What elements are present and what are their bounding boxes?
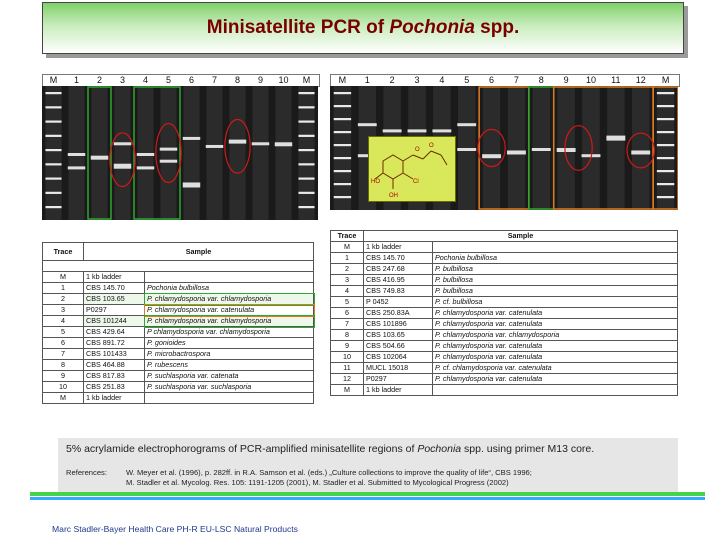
gel-lane [206, 86, 222, 220]
gel-lane [657, 86, 674, 210]
dna-band [114, 164, 131, 169]
table-row [43, 349, 314, 360]
lane-label: 6 [188, 75, 194, 85]
trace-cell: 8 [331, 330, 364, 341]
strain-cell: CBS 504.66 [364, 341, 433, 352]
strain-cell: CBS 817.83 [84, 371, 145, 382]
ladder-band [657, 183, 674, 185]
dna-band [183, 137, 200, 140]
trace-cell: 6 [43, 338, 84, 349]
table-row [331, 264, 678, 275]
table-row [331, 286, 678, 297]
ladder-band [657, 92, 674, 94]
dna-band [160, 148, 177, 151]
ladder-band [298, 178, 314, 180]
dna-band [114, 142, 131, 145]
figure-caption: 5% acrylamide electrophorograms of PCR-amplified minisatellite regions of Pochonia spp. using primer M13 core. [66, 443, 595, 455]
dna-band [252, 142, 269, 145]
species-cell: P. suchlasporia var. catenata [145, 371, 314, 382]
ladder-band [657, 118, 674, 120]
table-row [331, 374, 678, 385]
strain-cell: CBS 429.64 [84, 327, 145, 338]
sample-table-right [330, 230, 678, 396]
species-cell: P. chlamydosporia var. chlamydosporia [145, 294, 314, 305]
table-row [43, 283, 314, 294]
species-cell: P. chlamydosporia var. catenulata [433, 341, 678, 352]
table-row [331, 363, 678, 374]
table-row [331, 352, 678, 363]
species-cell: P chlamydosporia var. chlamydosporia [145, 327, 314, 338]
trace-cell: M [331, 242, 364, 253]
species-cell: P. microbactrospora [145, 349, 314, 360]
table-row [43, 327, 314, 338]
dna-band [160, 160, 177, 163]
lane-label: 9 [563, 75, 569, 85]
table-row [43, 316, 314, 327]
trace-cell: 3 [43, 305, 84, 316]
table-row [331, 242, 678, 253]
ladder-band [298, 121, 314, 123]
species-cell: P. chlamydosporia var. catenulata [433, 374, 678, 385]
strain-cell: CBS 145.70 [364, 253, 433, 264]
dna-band [137, 153, 154, 156]
table-row [43, 371, 314, 382]
ladder-band [334, 92, 351, 94]
strain-cell: 1 kb ladder [84, 393, 145, 404]
species-cell: P. chlamydosporia var. chlamydosporia [145, 316, 314, 327]
table-row [43, 393, 314, 404]
table-row [331, 297, 678, 308]
strain-cell: 1 kb ladder [84, 272, 145, 283]
caption-box [58, 438, 678, 492]
species-cell: P. cf. chlamydosporia var. catenulata [433, 363, 678, 374]
strain-cell: CBS 103.65 [84, 294, 145, 305]
lane-label: 2 [389, 75, 395, 85]
ladder-band [657, 105, 674, 107]
lane-label: 3 [414, 75, 420, 85]
svg-text:O: O [415, 147, 420, 153]
lane-label: 2 [96, 75, 102, 85]
lane-label: 8 [538, 75, 544, 85]
table-row [331, 330, 678, 341]
species-cell [145, 393, 314, 404]
gel-right-lane-labels [330, 75, 678, 85]
dna-band [457, 123, 476, 126]
svg-text:O: O [429, 143, 434, 149]
dna-band [206, 145, 223, 148]
gel-lane [582, 86, 599, 210]
species-cell: P. chlamydosporia var. catenulata [433, 352, 678, 363]
ladder-band [298, 192, 314, 194]
strain-cell: CBS 464.88 [84, 360, 145, 371]
trace-cell: 1 [43, 283, 84, 294]
strain-cell: CBS 101433 [84, 349, 145, 360]
trace-cell: 12 [331, 374, 364, 385]
table-row [331, 319, 678, 330]
ladder-band [334, 170, 351, 172]
svg-text:HO: HO [371, 179, 380, 185]
lane-label: M [661, 75, 670, 85]
ladder-band [45, 206, 61, 208]
species-cell: P. bulbillosa [433, 275, 678, 286]
strain-cell: P0297 [364, 374, 433, 385]
dna-band [229, 140, 246, 144]
ladder-band [657, 170, 674, 172]
strain-cell: P0297 [84, 305, 145, 316]
table-row [43, 294, 314, 305]
sample-header: Sample [364, 231, 678, 242]
dna-band [68, 166, 85, 169]
ladder-band [334, 131, 351, 133]
ladder-band [657, 144, 674, 146]
ladder-band [334, 183, 351, 185]
lane-label: 10 [278, 75, 289, 85]
dna-band [408, 129, 427, 132]
ladder-band [45, 163, 61, 165]
trace-cell: 10 [331, 352, 364, 363]
svg-text:Cl: Cl [413, 179, 419, 185]
chemical-structure-image [368, 136, 456, 202]
gel-lane [508, 86, 525, 210]
ladder-band [298, 106, 314, 108]
gel-lane [114, 86, 130, 220]
trace-cell: M [331, 385, 364, 396]
strain-cell: CBS 247.68 [364, 264, 433, 275]
dna-band [68, 153, 85, 156]
table-row [43, 305, 314, 316]
strain-cell: MUCL 15018 [364, 363, 433, 374]
trace-header: Trace [331, 231, 364, 242]
table-row [43, 338, 314, 349]
strain-cell: CBS 101244 [84, 316, 145, 327]
species-cell: P. gonioides [145, 338, 314, 349]
trace-cell: 7 [331, 319, 364, 330]
lane-label: 3 [119, 75, 125, 85]
dna-band [383, 129, 402, 132]
species-cell: P. chlamydosporia var. chlamydosporia [433, 330, 678, 341]
species-cell: Pochonia bulbillosa [433, 253, 678, 264]
trace-header: Trace [43, 243, 84, 261]
trace-cell: 7 [43, 349, 84, 360]
gel-lane [45, 86, 61, 220]
strain-cell: CBS 145.70 [84, 283, 145, 294]
gel-lane [275, 86, 291, 220]
green-rule [30, 492, 705, 496]
trace-cell: 2 [331, 264, 364, 275]
ladder-band [298, 149, 314, 151]
table-row [43, 382, 314, 393]
lane-label: 11 [611, 75, 621, 85]
trace-cell: 5 [331, 297, 364, 308]
dna-band [358, 123, 377, 126]
dna-band [532, 148, 551, 151]
lane-label: 7 [211, 75, 217, 85]
ladder-band [45, 121, 61, 123]
species-cell: P. bulbillosa [433, 286, 678, 297]
table-row [331, 253, 678, 264]
gel-left-image [42, 86, 318, 220]
trace-cell: 5 [43, 327, 84, 338]
species-cell: P. chlamydosporia var. catenulata [145, 305, 314, 316]
dna-band [91, 156, 108, 160]
title-banner [42, 2, 684, 54]
dna-band [457, 148, 476, 151]
species-cell [145, 272, 314, 283]
strain-cell: CBS 251.83 [84, 382, 145, 393]
ladder-band [334, 105, 351, 107]
ladder-band [45, 192, 61, 194]
gel-lane [298, 86, 314, 220]
species-cell: P. chlamydosporia var. catenulata [433, 308, 678, 319]
ladder-band [45, 106, 61, 108]
ladder-band [298, 206, 314, 208]
table-row [43, 360, 314, 371]
lane-label: 1 [73, 75, 79, 85]
trace-cell: 8 [43, 360, 84, 371]
ladder-band [334, 118, 351, 120]
lane-label: 4 [439, 75, 445, 85]
species-cell [433, 385, 678, 396]
lane-label: 12 [635, 75, 646, 85]
ladder-band [334, 144, 351, 146]
dna-band [137, 166, 154, 169]
gel-lane [632, 86, 649, 210]
strain-cell: P 0452 [364, 297, 433, 308]
strain-cell: CBS 250.83A [364, 308, 433, 319]
blue-rule [30, 497, 705, 500]
trace-cell: 2 [43, 294, 84, 305]
ladder-band [298, 163, 314, 165]
table-row [331, 385, 678, 396]
ladder-band [334, 196, 351, 198]
strain-cell: 1 kb ladder [364, 385, 433, 396]
species-cell: P. cf. bulbillosa [433, 297, 678, 308]
slide-title: Minisatellite PCR of Pochonia spp. [206, 17, 520, 38]
species-cell [433, 242, 678, 253]
dna-band [631, 150, 650, 154]
table-row [331, 308, 678, 319]
dna-band [482, 154, 501, 158]
dna-band [507, 150, 526, 154]
dna-band [183, 182, 200, 187]
dna-band [606, 136, 625, 141]
ladder-band [334, 157, 351, 159]
trace-cell: 1 [331, 253, 364, 264]
sample-header: Sample [84, 243, 314, 261]
species-cell: P. suchlasporia var. suchlasporia [145, 382, 314, 393]
gel-lane [334, 86, 351, 210]
gel-lane [183, 86, 199, 220]
ladder-band [45, 135, 61, 137]
strain-cell: CBS 101896 [364, 319, 433, 330]
gel-lane [160, 86, 176, 220]
trace-cell: M [43, 393, 84, 404]
lane-label: M [338, 75, 347, 85]
strain-cell: 1 kb ladder [364, 242, 433, 253]
gel-lane [483, 86, 500, 210]
gel-lane [252, 86, 268, 220]
lane-label: 10 [585, 75, 596, 85]
lane-label: 5 [165, 75, 171, 85]
ladder-band [657, 196, 674, 198]
gel-lane [607, 86, 624, 210]
trace-cell: M [43, 272, 84, 283]
dna-band [432, 129, 451, 132]
gel-lane [91, 86, 107, 220]
references-label: References: [66, 468, 107, 477]
strain-cell: CBS 103.65 [364, 330, 433, 341]
ladder-band [657, 157, 674, 159]
trace-cell: 4 [43, 316, 84, 327]
trace-cell: 10 [43, 382, 84, 393]
strain-cell: CBS 749.83 [364, 286, 433, 297]
ladder-band [45, 92, 61, 94]
lane-label: 6 [489, 75, 495, 85]
lane-label: 9 [257, 75, 263, 85]
trace-cell: 6 [331, 308, 364, 319]
strain-cell: CBS 416.95 [364, 275, 433, 286]
trace-cell: 4 [331, 286, 364, 297]
species-cell: P. bulbillosa [433, 264, 678, 275]
footer-text: Marc Stadler-Bayer Health Care PH-R EU-LSC Natural Products [52, 524, 298, 534]
lane-label: 7 [513, 75, 519, 85]
table-row [43, 272, 314, 283]
reference-line-1: W. Meyer et al. (1996), p. 282ff. in R.A. Samson et al. (eds.) „Culture collections to improve the quality of life“, CBS 1996; [126, 468, 532, 477]
ladder-band [45, 149, 61, 151]
strain-cell: CBS 891.72 [84, 338, 145, 349]
ladder-band [298, 135, 314, 137]
reference-line-2: M. Stadler et al. Mycolog. Res. 105: 1191-1205 (2001), M. Stadler et al. Submitted to Mycological Progress (2002) [126, 478, 509, 487]
gel-lane [229, 86, 245, 220]
lane-label: 8 [234, 75, 240, 85]
trace-cell: 11 [331, 363, 364, 374]
strain-cell: CBS 102064 [364, 352, 433, 363]
species-cell: P. chlamydosporia var. catenulata [433, 319, 678, 330]
lane-label: 5 [464, 75, 470, 85]
ladder-band [657, 131, 674, 133]
ladder-band [298, 92, 314, 94]
lane-label: 1 [364, 75, 370, 85]
gel-left-lane-labels [42, 75, 318, 85]
lane-label: M [302, 75, 311, 85]
dna-band [557, 148, 576, 152]
table-row [331, 275, 678, 286]
lane-label: 4 [142, 75, 148, 85]
species-cell: Pochonia bulbillosa [145, 283, 314, 294]
dna-band [275, 142, 292, 146]
svg-text:OH: OH [389, 193, 398, 199]
trace-cell: 3 [331, 275, 364, 286]
lane-label: M [49, 75, 58, 85]
trace-cell: 9 [43, 371, 84, 382]
trace-cell: 9 [331, 341, 364, 352]
ladder-band [45, 178, 61, 180]
sample-table-left [42, 242, 314, 404]
table-row [331, 341, 678, 352]
species-cell: P. rubescens [145, 360, 314, 371]
